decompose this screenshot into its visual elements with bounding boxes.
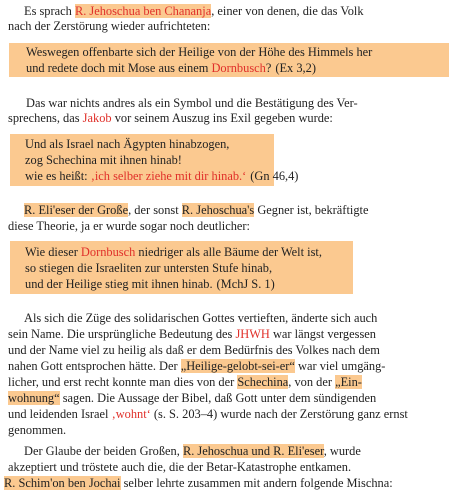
- quote2-red-citation: ‚ich selber ziehe mit dir hinab.‘: [90, 169, 247, 183]
- quote1-punct: ?: [265, 61, 272, 75]
- p4-text-a: sein Name. Die ursprüngliche Bedeutung des: [8, 327, 236, 341]
- p1-text-a: Es sprach: [24, 4, 75, 18]
- p4-text-h: und leidenden Israel: [8, 407, 112, 421]
- p3-text-b: Gegner ist, bekräftigte: [254, 203, 369, 217]
- quote3-line1: [25, 245, 322, 260]
- p5-line3: [4, 476, 393, 491]
- p4-line1: Als sich die Züge des solidarischen Gottes vertieften, änderte sich auch: [24, 311, 378, 325]
- p4-line2: [8, 327, 376, 342]
- p2-text-a: sprechens, das: [8, 111, 83, 125]
- quote2-line2: zog Schechina mit ihnen hinab!: [25, 153, 182, 167]
- p3-line2: diese Theorie, ja er wurde sogar noch deutlicher:: [8, 219, 250, 233]
- p2-text-b: vor seinem Auszug ins Exil gegeben wurde:: [111, 111, 333, 125]
- quote3-line3: [25, 277, 275, 292]
- quote3-ref: (MchJ S. 1): [216, 277, 275, 291]
- p5-text-b: , wurde: [323, 444, 361, 458]
- name-schimon-ben-jochai: R. Schim'on ben Jochai: [4, 476, 121, 490]
- p2-line1: Das war nichts andres als ein Symbol und die Bestätigung des Ver-: [26, 96, 358, 110]
- quote3-text-a: Wie dieser: [25, 245, 81, 259]
- p3-text-a: , der sonst: [128, 203, 182, 217]
- p3-line1: [24, 203, 368, 218]
- p4-text-f: , von der: [288, 375, 336, 389]
- dornbusch-2: Dornbusch: [80, 245, 136, 259]
- p5-line2: akzeptiert und tröstete auch die, die der Betar-Katastrophe entkamen.: [8, 460, 352, 474]
- quote2-text: wie es heißt:: [25, 169, 91, 183]
- p4-line4: [8, 359, 385, 374]
- p4-text-e: licher, und erst recht konnte man dies von der: [8, 375, 238, 389]
- p4-text-g: sagen. Die Aussage der Bibel, daß Gott unter dem sündigenden: [59, 391, 377, 405]
- p4-text-d: war viel umgäng-: [294, 359, 386, 373]
- wohnt: ‚wohnt‘: [111, 407, 151, 421]
- quote2-ref: (Gn 46,4): [250, 169, 299, 183]
- p5-text-a: Der Glaube der beiden Großen,: [24, 444, 183, 458]
- einwohnung-part1: „Ein-: [335, 375, 362, 389]
- heilige-gelobt-sei-er: „Heilige-gelobt-sei-er“: [180, 359, 295, 373]
- schechina: Schechina: [237, 375, 289, 389]
- quote3-line2: so stiegen die Israeliten zur untersten Stufe hinab,: [25, 261, 273, 275]
- p4-line8: genommen.: [8, 423, 67, 437]
- einwohnung-part2: wohnung“: [8, 391, 60, 405]
- quote3-text-b: niedriger als alle Bäume der Welt ist,: [135, 245, 322, 259]
- p1-line2: nach der Zerstörung wieder aufrichteten:: [8, 19, 211, 33]
- p2-line2: [8, 111, 333, 126]
- dornbusch-1: Dornbusch: [211, 61, 266, 75]
- names-jehoschua-und-eliser: R. Jehoschua und R. Eli'eser: [182, 444, 324, 458]
- quote2-line3: [25, 169, 298, 184]
- quote1-ref: (Ex 3,2): [275, 61, 316, 75]
- name-jakob: Jakob: [82, 111, 112, 125]
- p4-line3: und der Name viel zu heilig als daß er dem Bedürfnis des Volkes nach dem: [8, 343, 380, 357]
- quote3-text-c: und der Heilige stieg mit ihnen hinab.: [25, 277, 213, 291]
- p1-text-b: , einer von denen, die das Volk: [211, 4, 364, 18]
- p5-line1: [24, 444, 361, 459]
- p4-text-b: war längst vergessen: [269, 327, 376, 341]
- name-eliser-der-grosse: R. Eli'eser der Große: [24, 203, 129, 217]
- quote2-line1: Und als Israel nach Ägypten hinabzogen,: [25, 137, 230, 151]
- p4-line5: [8, 375, 362, 390]
- quote1-line2: [26, 61, 316, 76]
- p1-line1: [24, 4, 364, 19]
- p4-text-i: (s. S. 203–4) wurde nach der Zerstörung ganz ernst: [150, 407, 408, 421]
- name-jehoschua: R. Jehoschua's: [181, 203, 255, 217]
- quote1-line1: Weswegen offenbarte sich der Heilige von der Höhe des Himmels her: [26, 45, 373, 59]
- jhwh: JHWH: [235, 327, 270, 341]
- name-jehoschua-ben-chananja: R. Jehoschua ben Chananja: [74, 4, 212, 18]
- p4-text-c: nahen Gott entsprochen hätte. Der: [8, 359, 181, 373]
- quote1-text: und redete doch mit Mose aus einem: [26, 61, 212, 75]
- p4-line7: [8, 407, 408, 422]
- p4-line6: [8, 391, 376, 406]
- p5-text-c: selber lehrte zusammen mit andern folgende Mischna:: [120, 476, 393, 490]
